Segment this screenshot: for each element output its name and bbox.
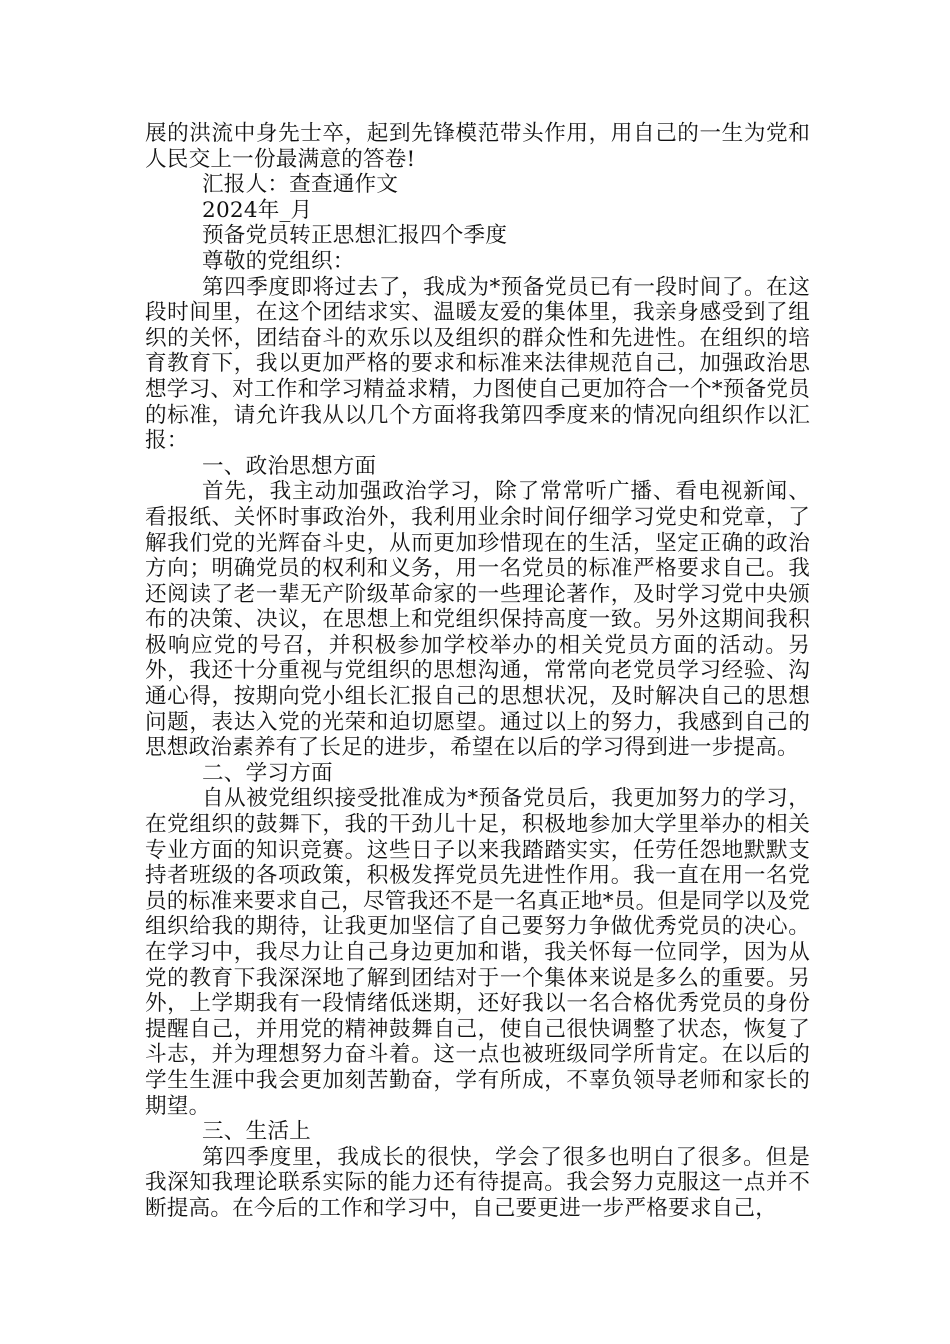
paragraph-study: 自从被党组织接受批准成为*预备党员后，我更加努力的学习，在党组织的鼓舞下，我的干劲儿十足，积极地参加大学里举办的相关专业方面的知识竞赛。这些日子以来我踏踏实实，任劳任怨地默默支持者班级的各项政策，积极发挥党员先进性作用。我一直在用一名党员的标准来要求自己，尽管我还不是一名真正地*员。但是同学以及党组织给我的期待，让我更加坚信了自己要努力争做优秀党员的决心。在学习中，我尽力让自己身边更加和谐，我关怀每一位同学，因为从党的教育下我深深地了解到团结对于一个集体来说是多么的重要。另外，上学期我有一段情绪低迷期，还好我以一名合格优秀党员的身份提醒自己，并用党的精神鼓舞自己，使自己很快调整了状态，恢复了斗志，并为理想努力奋斗着。这一点也被班级同学所肯定。在以后的学生生涯中我会更加刻苦勤奋，学有所成，不辜负领导老师和家长的期望。: [145, 786, 810, 1119]
paragraph-life: 第四季度里，我成长的很快，学会了很多也明白了很多。但是我深知我理论联系实际的能力还有待提高。我会努力克服这一点并不断提高。在今后的工作和学习中，自己要更进一步严格要求自己，: [145, 1144, 810, 1221]
document-title: 预备党员转正思想汇报四个季度: [202, 223, 508, 249]
paragraph-politics: 首先，我主动加强政治学习，除了常常听广播、看电视新闻、看报纸、关怀时事政治外，我利用业余时间仔细学习党史和党章，了解我们党的光辉奋斗史，从而更加珍惜现在的生活，坚定正确的政治方向；明确党员的权利和义务，用一名党员的标准严格要求自己。我还阅读了老一辈无产阶级革命家的一些理论著作，及时学习党中央颁布的决策、决议，在思想上和党组织保持高度一致。另外这期间我积极响应党的号召，并积极参加学校举办的相关党员方面的活动。另外，我还十分重视与党组织的思想沟通，常常向老党员学习经验、沟通心得，按期向党小组长汇报自己的思想状况，及时解决自己的思想问题，表达入党的光荣和迫切愿望。通过以上的努力，我感到自己的思想政治素养有了长足的进步，希望在以后的学习得到进一步提高。: [145, 479, 810, 761]
date-line: 2024年_月: [202, 197, 313, 223]
section-heading-politics: 一、政治思想方面: [202, 453, 377, 479]
document-body: [145, 121, 810, 1222]
paragraph-closing-text: 展的洪流中身先士卒，起到先锋模范带头作用，用自己的一生为党和人民交上一份最满意的答卷!: [145, 121, 810, 172]
reporter-line: 汇报人：查查通作文: [202, 172, 399, 198]
paragraph-intro: 第四季度即将过去了，我成为*预备党员已有一段时间了。在这段时间里，在这个团结求实、温暖友爱的集体里，我亲身感受到了组织的关怀，团结奋斗的欢乐以及组织的群众性和先进性。在组织的培育教育下，我以更加严格的要求和标准来法律规范自己，加强政治思想学习、对工作和学习精益求精，力图使自己更加符合一个*预备党员的标准，请允许我从以几个方面将我第四季度来的情况向组织作以汇报：: [145, 274, 810, 454]
section-heading-study: 二、学习方面: [202, 760, 333, 786]
section-heading-life: 三、生活上: [202, 1119, 311, 1145]
salutation: 尊敬的党组织：: [202, 248, 355, 274]
